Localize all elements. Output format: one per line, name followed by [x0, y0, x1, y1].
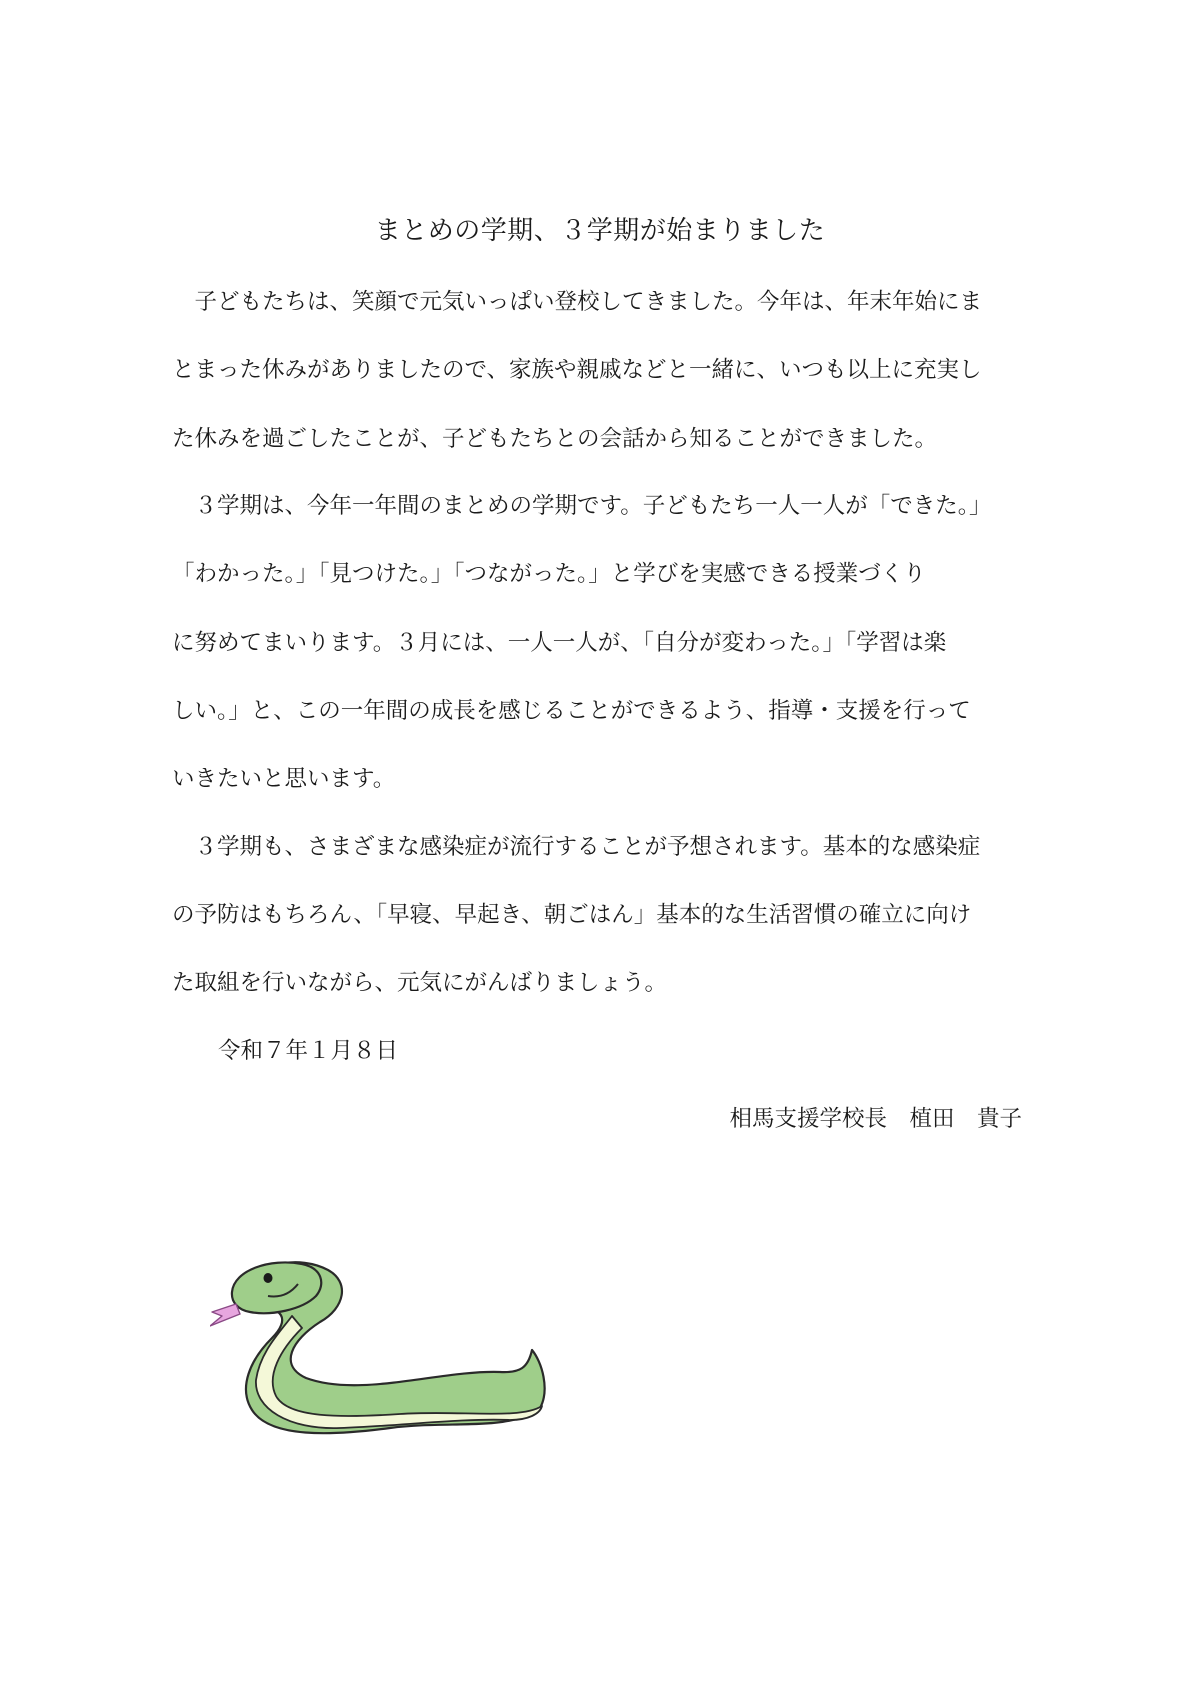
body-line: に努めてまいります。３月には、一人一人が、「自分が変わった。」「学習は楽: [172, 630, 947, 656]
snake-icon: [210, 1250, 610, 1450]
document-date: 令和７年１月８日: [218, 1038, 399, 1064]
body-line: いきたいと思います。: [172, 766, 396, 792]
body-line: とまった休みがありましたので、家族や親戚などと一緒に、いつも以上に充実し: [172, 357, 982, 383]
body-line: た休みを過ごしたことが、子どもたちとの会話から知ることができました。: [172, 426, 938, 452]
body-line: ３学期も、さまざまな感染症が流行することが予想されます。基本的な感染症: [172, 834, 981, 860]
document-signature: 相馬支援学校長 植田 貴子: [729, 1106, 1022, 1132]
body-line: ３学期は、今年一年間のまとめの学期です。子どもたち一人一人が「できた。」: [172, 493, 992, 519]
document-title: まとめの学期、３学期が始まりました: [374, 216, 826, 246]
body-line: しい。」と、この一年間の成長を感じることができるよう、指導・支援を行って: [172, 698, 971, 724]
snake-eye: [264, 1273, 273, 1283]
body-line: 「わかった。」「見つけた。」「つながった。」と学びを実感できる授業づくり: [172, 561, 926, 587]
snake-tongue: [210, 1304, 240, 1326]
body-line: の予防はもちろん、「早寝、早起き、朝ごはん」基本的な生活習慣の確立に向け: [172, 902, 972, 928]
body-line: 子どもたちは、笑顔で元気いっぱい登校してきました。今年は、年末年始にま: [172, 289, 983, 315]
body-line: た取組を行いながら、元気にがんばりましょう。: [172, 970, 668, 996]
